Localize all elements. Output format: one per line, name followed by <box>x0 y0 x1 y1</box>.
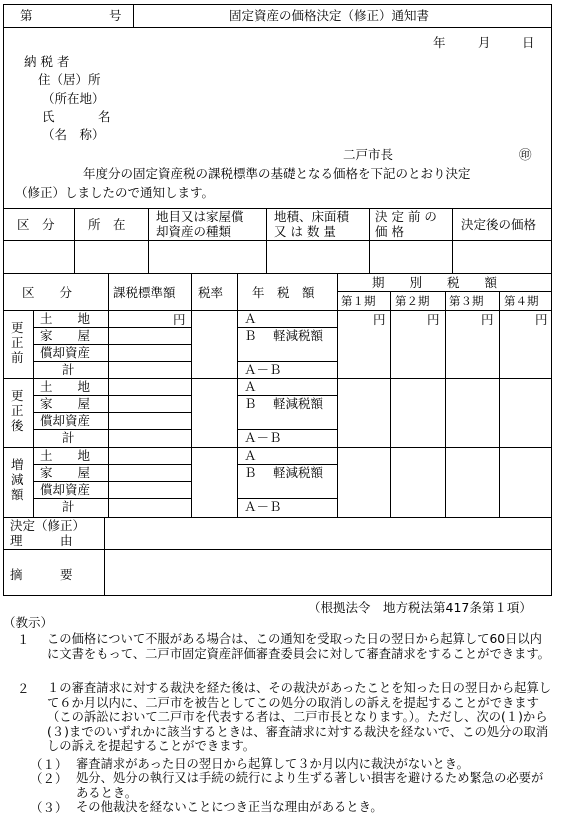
row-depreciable: 償却資産 <box>40 482 91 497</box>
tax-b-reduction: Ｂ 軽減税額 <box>244 396 323 411</box>
date-year: 年 <box>433 35 446 50</box>
tax-a: Ａ <box>244 448 257 463</box>
group-after-label-1: 更 <box>11 388 24 403</box>
unit-period-4: 円 <box>535 312 548 327</box>
row-land: 土 地 <box>40 448 91 463</box>
tax-a-minus-b: Ａ－Ｂ <box>244 362 282 377</box>
t2-period-1: 第１期 <box>341 294 376 308</box>
name-label-2: 名 <box>98 109 111 124</box>
group-after-label-3: 後 <box>11 418 24 433</box>
t2-header-kazei: 課税標準額 <box>113 285 176 300</box>
row-land: 土 地 <box>40 379 91 394</box>
note-2-text: １の審査請求に対する裁決を経た後は、その裁決があったことを知った日の翌日から起算して６か月以内に、二戸市を被告としてこの処分の取消しの訴えを提起することができます（この訴訟において二戸市を代表する者は、二戸市長となります。）。ただし、次の(１)から(３)までのいずれかに該当するときは、審査請求に対する裁決を経ないで、この処分の取消しの訴えを提起することができます。 <box>47 681 552 753</box>
remarks-label: 摘 要 <box>10 567 73 582</box>
sub-3-number: （３） <box>30 800 68 815</box>
tax-a: Ａ <box>244 379 257 394</box>
t2-period-2: 第２期 <box>395 294 430 308</box>
row-total: 計 <box>62 430 75 445</box>
group-after-label-2: 正 <box>11 403 24 418</box>
tax-a: Ａ <box>244 311 257 326</box>
seal-mark: ㊞ <box>519 147 532 162</box>
t1-header-after: 決定後の価格 <box>461 217 537 232</box>
taxpayer-label: 納 税 者 <box>24 54 70 69</box>
notes-title: （教示） <box>3 615 54 630</box>
reason-label-1: 決定（修正） <box>10 518 86 533</box>
sub-3 <box>76 800 554 815</box>
entity-name-label: （名 称） <box>42 127 105 142</box>
t2-header-kubun: 区 分 <box>22 285 73 300</box>
sub-2-text: 処分、処分の執行又は手続の続行により生ずる著しい損害を避けるため緊急の必要があるとき。 <box>76 771 544 800</box>
sub-2 <box>76 771 554 800</box>
note-2 <box>47 681 552 754</box>
note-1 <box>47 632 552 661</box>
intro-line-1: 年度分の固定資産税の課税標準の基礎となる価格を下記のとおり決定 <box>83 166 471 181</box>
date-day: 日 <box>522 35 535 50</box>
row-depreciable: 償却資産 <box>40 345 91 360</box>
t1-header-before-2: 価 格 <box>375 224 404 239</box>
row-building: 家 屋 <box>40 396 91 411</box>
tax-b-reduction: Ｂ 軽減税額 <box>244 328 323 343</box>
date-month: 月 <box>478 35 491 50</box>
sub-1-text: 審査請求があった日の翌日から起算して３か月以内に裁決がないとき。 <box>76 757 469 771</box>
group-before-label-1: 更 <box>11 320 24 335</box>
row-building: 家 屋 <box>40 465 91 480</box>
t2-period-3: 第３期 <box>449 294 484 308</box>
t1-header-chiseki-1: 地積、床面積 <box>274 209 350 224</box>
note-1-number: １ <box>17 632 30 647</box>
sub-2-number: （２） <box>30 771 68 786</box>
tax-a-minus-b: Ａ－Ｂ <box>244 430 282 445</box>
t1-header-before-1: 決 定 前 の <box>375 209 437 224</box>
t2-header-rate: 税率 <box>198 285 224 300</box>
t2-period-4: 第４期 <box>504 294 539 308</box>
t1-header-chimoku-1: 地目又は家屋償 <box>156 209 244 224</box>
row-total: 計 <box>62 362 75 377</box>
row-depreciable: 償却資産 <box>40 413 91 428</box>
group-before-label-2: 正 <box>11 335 24 350</box>
t2-header-annual-tax: 年 税 額 <box>252 285 315 300</box>
group-diff-label-3: 額 <box>11 487 24 502</box>
unit-period-2: 円 <box>427 312 440 327</box>
reason-label-2: 理 由 <box>10 533 73 548</box>
t1-header-chiseki-2: 又 は 数 量 <box>274 224 336 239</box>
group-before-label-3: 前 <box>11 350 24 365</box>
t1-header-shozai: 所 在 <box>88 217 126 232</box>
t2-header-period-tax: 期 別 税 額 <box>372 275 498 290</box>
note-2-number: ２ <box>17 681 30 696</box>
document-title: 固定資産の価格決定（修正）通知書 <box>229 8 430 23</box>
tax-a-minus-b: Ａ－Ｂ <box>244 499 282 514</box>
group-diff-label-1: 増 <box>11 457 24 472</box>
row-land: 土 地 <box>40 311 91 326</box>
unit-period-3: 円 <box>481 312 494 327</box>
number-suffix: 号 <box>109 8 122 23</box>
intro-line-2: （修正）しましたので通知します。 <box>15 185 215 200</box>
legal-basis: （根拠法令 地方税法第417条第１項） <box>308 600 532 615</box>
location-label: （所在地） <box>42 91 105 106</box>
note-1-text: この価格について不服がある場合は、この通知を受取った日の翌日から起算して60日以内に文書をもって、二戸市固定資産評価審査委員会に対して審査請求をすることができます。 <box>47 632 550 661</box>
row-building: 家 屋 <box>40 328 91 343</box>
number-prefix: 第 <box>20 8 33 23</box>
tax-b-reduction: Ｂ 軽減税額 <box>244 465 323 480</box>
t1-header-kubun: 区 分 <box>17 217 55 232</box>
sub-1-number: （１） <box>30 757 68 772</box>
sub-1 <box>76 757 554 772</box>
name-label-1: 氏 <box>42 109 55 124</box>
row-total: 計 <box>62 499 75 514</box>
sub-3-text: その他裁決を経ないことにつき正当な理由があるとき。 <box>76 800 383 814</box>
t1-header-chimoku-2: 却資産の種類 <box>156 224 232 239</box>
address-label: 住（居）所 <box>38 72 101 87</box>
issuer-mayor: 二戸市長 <box>343 147 394 162</box>
unit-kazei: 円 <box>173 312 186 327</box>
group-diff-label-2: 減 <box>11 472 24 487</box>
unit-period-1: 円 <box>373 312 386 327</box>
